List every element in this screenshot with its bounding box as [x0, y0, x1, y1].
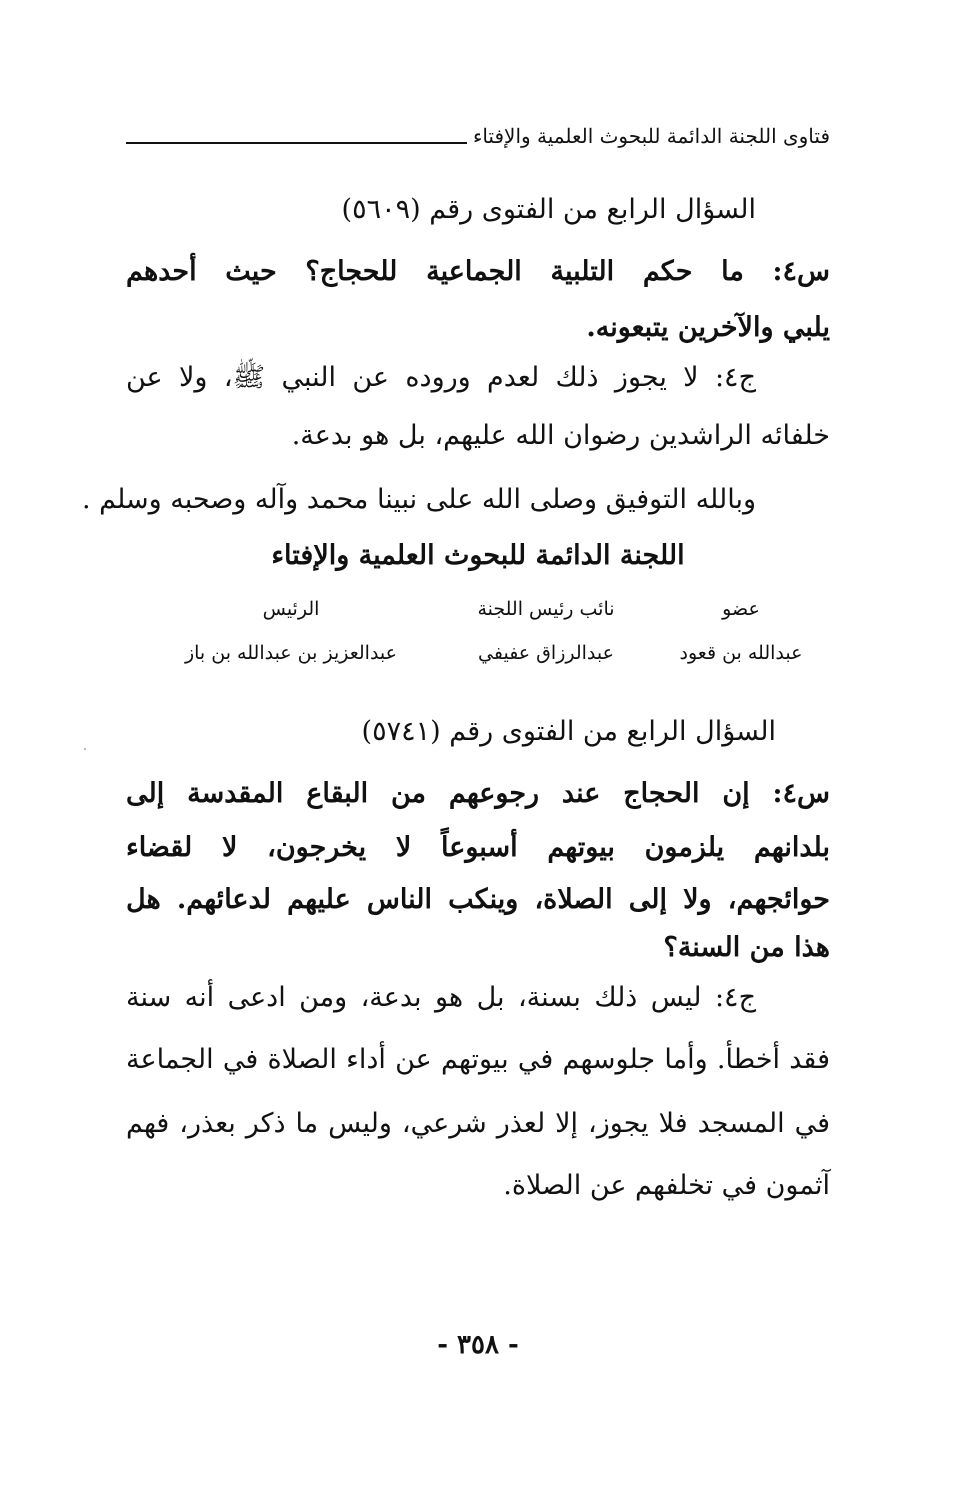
fatwa2-answer-line4: آثمون في تخلفهم عن الصلاة. — [503, 1170, 830, 1201]
member-name-1: عبدالله بن قعود — [679, 642, 803, 664]
fatwa1-question-line1: س٤: ما حكم التلبية الجماعية للحجاج؟ حيث أحدهم — [126, 256, 830, 287]
scan-speck — [84, 748, 86, 750]
fatwa2-question-line1: س٤: إن الحجاج عند رجوعهم من البقاع المقدسة إلى — [126, 778, 830, 809]
role-member: عضو — [722, 598, 760, 620]
fatwa2-question-line4: هذا من السنة؟ — [663, 932, 830, 963]
fatwa1-answer-line2: خلفائه الراشدين رضوان الله عليهم، بل هو بدعة. — [291, 420, 830, 451]
fatwa1-closing: وبالله التوفيق وصلى الله على نبينا محمد وآله وصحبه وسلم . — [81, 484, 756, 515]
fatwa2-heading: السؤال الرابع من الفتوى رقم (٥٧٤١) — [361, 716, 776, 747]
fatwa1-heading: السؤال الرابع من الفتوى رقم (٥٦٠٩) — [341, 194, 756, 225]
header-title: فتاوى اللجنة الدائمة للبحوث العلمية والإفتاء — [472, 124, 830, 148]
fatwa2-answer-line2: فقد أخطأ. وأما جلوسهم في بيوتهم عن أداء الصلاة في الجماعة — [126, 1044, 830, 1075]
committee-roles-row — [166, 598, 806, 620]
fatwa1-question-line2: يلبي والآخرين يتبعونه. — [586, 312, 830, 343]
role-vice-chairman: نائب رئيس اللجنة — [477, 598, 615, 620]
fatwa2-question-line2: بلدانهم يلزمون بيوتهم أسبوعاً لا يخرجون، لا لقضاء — [126, 832, 830, 863]
header-rule — [126, 142, 467, 144]
member-name-3: عبدالعزيز بن عبدالله بن باز — [184, 642, 398, 664]
member-name-2: عبدالرزاق عفيفي — [478, 642, 614, 664]
fatwa1-answer-line1: ج٤: لا يجوز ذلك لعدم وروده عن النبي ﷺ، ولا عن — [126, 362, 756, 393]
fatwa2-answer-line3: في المسجد فلا يجوز، إلا لعذر شرعي، وليس ما ذكر بعذر، فهم — [126, 1108, 830, 1139]
role-chairman: الرئيس — [262, 598, 320, 620]
page-number: - ٣٥٨ - — [437, 1330, 519, 1360]
fatwa2-answer-line1: ج٤: ليس ذلك بسنة، بل هو بدعة، ومن ادعى أنه سنة — [126, 982, 756, 1013]
running-header — [126, 118, 830, 154]
fatwa2-question-line3: حوائجهم، ولا إلى الصلاة، وينكب الناس عليهم لدعائهم. هل — [126, 884, 830, 915]
committee-name: اللجنة الدائمة للبحوث العلمية والإفتاء — [271, 540, 685, 571]
committee-members-row — [166, 642, 806, 664]
